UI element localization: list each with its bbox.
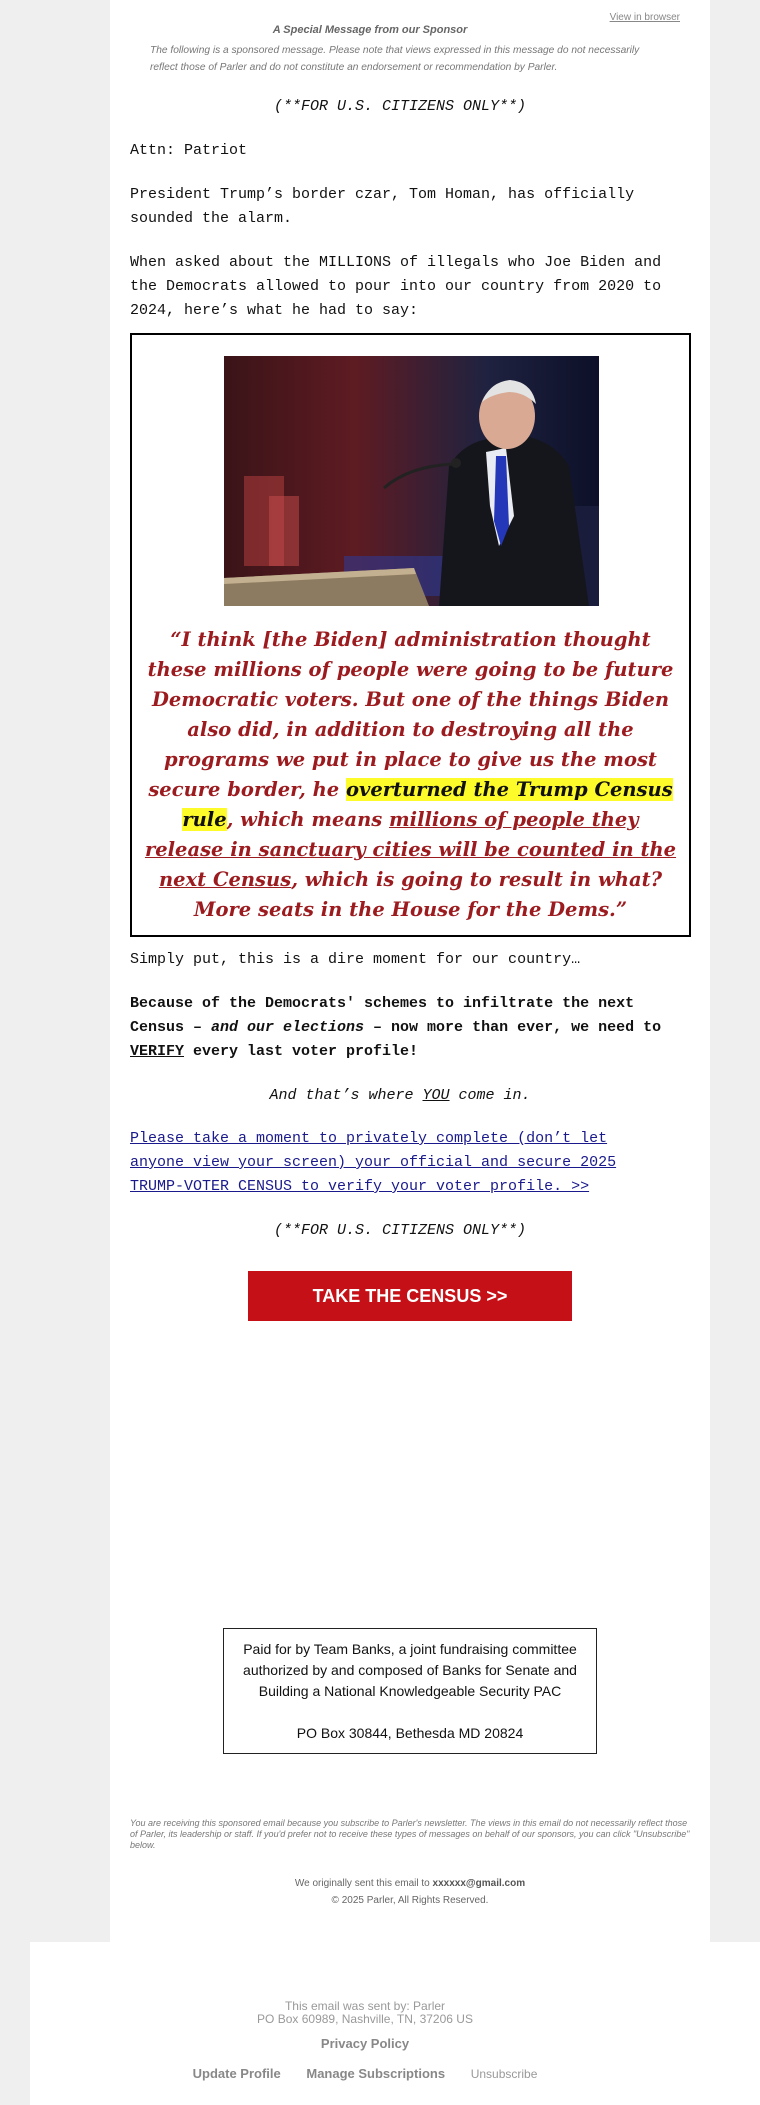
update-profile-link[interactable]: Update Profile <box>192 2066 281 2081</box>
millions-paragraph: When asked about the MILLIONS of illegals who Joe Biden and the Democrats allowed to pour into our country from 2020 to 2024, here’s what he had to say: <box>130 254 662 319</box>
quote-text-2: , which means <box>226 808 390 831</box>
paid-for-text: Paid for by Team Banks, a joint fundraising committee authorized by and composed of Banks for Senate and Building a National Knowledgeable Security PAC <box>243 1641 577 1699</box>
quote-highlight: overturned the Trump Census rule <box>182 778 673 831</box>
copyright: © 2025 Parler, All Rights Reserved. <box>331 1895 489 1906</box>
view-in-browser-link[interactable]: View in browser <box>609 12 680 23</box>
speaker-photo <box>224 356 599 606</box>
schemes-text-1: Because of the Democrats' schemes to infiltrate the next Census – <box>130 995 635 1036</box>
sponsor-note: The following is a sponsored message. Please note that views expressed in this message do not necessarily reflect those of Parler and do not constitute an endorsement or recommendation by Parler. <box>150 45 640 73</box>
dire-moment-text: Simply put, this is a dire moment for our country… <box>130 951 581 968</box>
attn-line: Attn: Patriot <box>130 142 248 159</box>
email-card <box>110 0 710 1942</box>
quote-text-1: “I think [the Biden] administration thought these millions of people were going to be future Democratic voters. But one of the things Biden also did, in addition to destroying all the programs we put in place to give us the most secure border, he <box>147 628 674 801</box>
take-census-button[interactable]: TAKE THE CENSUS >> <box>248 1271 572 1321</box>
footer-sender <box>30 2000 700 2026</box>
citizens-only-notice: (**FOR U.S. CITIZENS ONLY**) <box>273 98 527 115</box>
disclaimer-po-box: PO Box 30844, Bethesda MD 20824 <box>296 1725 524 1741</box>
paid-for-disclaimer <box>223 1628 597 1754</box>
homan-quote <box>140 625 681 925</box>
sponsor-title: A Special Message from our Sponsor <box>272 24 468 36</box>
quote-underline: millions of people they release in sanctuary cities will be counted in the next Census <box>144 808 677 891</box>
schemes-paragraph <box>130 992 670 1064</box>
subscription-notice: You are receiving this sponsored email because you subscribe to Parler's newsletter. The views in this email do not necessarily reflect those of Parler, its leadership or staff. If you'd prefer not to receive these types of messages on behalf of our sponsors, you can click "Unsubscribe" below. <box>130 1818 690 1850</box>
schemes-italic: and our elections <box>211 1019 365 1036</box>
schemes-text-3: every last voter profile! <box>184 1043 419 1060</box>
manage-subscriptions-link[interactable]: Manage Subscriptions <box>306 2066 446 2081</box>
email-footer <box>30 1942 760 2105</box>
sent-to-prefix: We originally sent this email to <box>294 1878 433 1889</box>
you-come-in <box>130 1084 670 1108</box>
intro-paragraph: President Trump’s border czar, Tom Homan, has officially sounded the alarm. <box>130 186 635 227</box>
you-text-2: come in. <box>449 1087 531 1104</box>
footer-links <box>30 2066 700 2081</box>
schemes-text-2: – now more than ever, we need to <box>364 1019 662 1036</box>
unsubscribe-link[interactable]: Unsubscribe <box>470 2067 538 2081</box>
footer-address: PO Box 60989, Nashville, TN, 37206 US <box>257 2012 473 2026</box>
quote-text-3: , which is going to result in what? More seats in the House for the Dems.” <box>193 868 663 921</box>
sent-to-line <box>110 1878 710 1889</box>
recipient-email: xxxxxx@gmail.com <box>432 1878 526 1889</box>
you-word: YOU <box>422 1087 450 1104</box>
quote-box <box>130 333 691 937</box>
you-text-1: And that’s where <box>269 1087 423 1104</box>
footer-sent-by: This email was sent by: Parler <box>284 1999 446 2013</box>
census-link[interactable]: Please take a moment to privately complete (don’t let anyone view your screen) your official and secure 2025 TRUMP-VOTER CENSUS to verify your voter profile. >> <box>130 1130 617 1195</box>
verify-word: VERIFY <box>130 1043 185 1060</box>
cta-paragraph <box>130 1127 670 1199</box>
privacy-policy-link[interactable]: Privacy Policy <box>320 2036 410 2051</box>
citizens-only-notice-2: (**FOR U.S. CITIZENS ONLY**) <box>273 1222 527 1239</box>
